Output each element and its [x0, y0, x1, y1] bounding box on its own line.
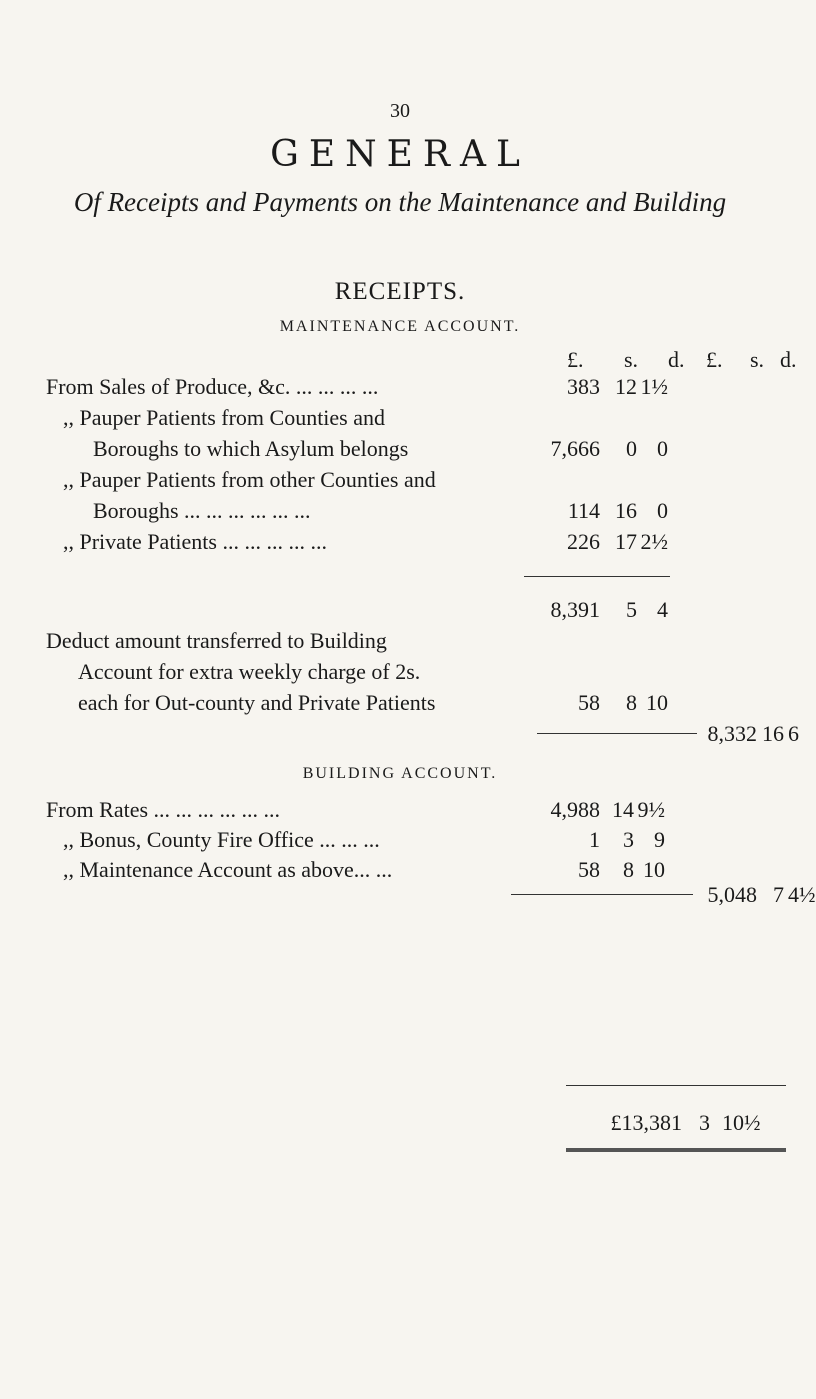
- amount-pounds: 7,666: [550, 436, 600, 461]
- grand-total-double-rule: [566, 1148, 786, 1152]
- maintenance-total-pounds: 8,332: [707, 721, 757, 746]
- building-total-rule: [511, 894, 693, 895]
- subtotal-rule: [524, 576, 670, 577]
- amount-pounds: 383: [567, 374, 600, 399]
- amount-shillings: 0: [626, 436, 637, 461]
- amount-shillings: 17: [615, 529, 637, 554]
- page-subtitle: Of Receipts and Payments on the Maintenance and Building: [73, 187, 727, 217]
- amount-pounds: 4,988: [550, 797, 600, 822]
- grand-total-top-rule: [566, 1085, 786, 1086]
- maintenance-item-line: ,, Pauper Patients from other Counties and: [63, 467, 436, 492]
- header-pounds: £.: [567, 347, 584, 372]
- building-item-line: ,, Maintenance Account as above... ...: [63, 857, 393, 882]
- amount-pence: 1½: [640, 374, 668, 399]
- amount-pence: 9: [654, 827, 665, 852]
- amount-shillings: 8: [623, 857, 634, 882]
- building-total-shillings: 7: [773, 882, 784, 907]
- grand-total-shillings: 3: [699, 1110, 710, 1135]
- deduction-line: Deduct amount transferred to Building: [46, 628, 387, 653]
- section-title: RECEIPTS.: [334, 278, 466, 305]
- amount-pounds: 226: [567, 529, 600, 554]
- amount-pence: 10: [643, 857, 665, 882]
- maintenance-item-line: Boroughs ... ... ... ... ... ...: [93, 498, 311, 523]
- building-item-line: ,, Bonus, County Fire Office ... ... ...: [63, 827, 380, 852]
- amount-pounds: 58: [578, 857, 600, 882]
- amount-pence: 9½: [637, 797, 665, 822]
- header-pence: d.: [668, 347, 685, 372]
- maintenance-item-line: ,, Pauper Patients from Counties and: [63, 405, 386, 430]
- deduction-shillings: 8: [626, 690, 637, 715]
- building-total-pounds: 5,048: [707, 882, 757, 907]
- subtotal-shillings: 5: [626, 597, 637, 622]
- amount-pounds: 1: [589, 827, 600, 852]
- amount-shillings: 3: [623, 827, 634, 852]
- amount-pence: 0: [657, 498, 668, 523]
- maintenance-item-line: Boroughs to which Asylum belongs: [93, 436, 409, 461]
- grand-total-pounds: £13,381: [610, 1110, 682, 1135]
- page-heading: GENERAL: [270, 134, 530, 175]
- subtotal-pounds: 8,391: [550, 597, 600, 622]
- amount-shillings: 14: [612, 797, 634, 822]
- maintenance-total-rule: [537, 733, 697, 734]
- maintenance-account-title: MAINTENANCE ACCOUNT.: [279, 318, 521, 335]
- page-number: 30: [390, 100, 410, 122]
- amount-shillings: 12: [615, 374, 637, 399]
- header-total-pence: d.: [780, 347, 797, 372]
- deduction-pence: 10: [646, 690, 668, 715]
- building-total-pence: 4½: [788, 882, 816, 907]
- header-total-shillings: s.: [750, 347, 765, 372]
- amount-shillings: 16: [615, 498, 637, 523]
- building-item-line: From Rates ... ... ... ... ... ...: [46, 797, 281, 822]
- maintenance-item-line: From Sales of Produce, &c. ... ... ... ...: [46, 374, 379, 399]
- deduction-line: Account for extra weekly charge of 2s.: [78, 659, 421, 684]
- grand-total-pence: 10½: [722, 1110, 761, 1135]
- subtotal-pence: 4: [657, 597, 668, 622]
- amount-pence: 2½: [640, 529, 668, 554]
- header-total-pounds: £.: [706, 347, 723, 372]
- amount-pence: 0: [657, 436, 668, 461]
- maintenance-total-pence: 6: [788, 721, 799, 746]
- deduction-pounds: 58: [578, 690, 600, 715]
- header-shillings: s.: [624, 347, 639, 372]
- maintenance-total-shillings: 16: [762, 721, 784, 746]
- maintenance-item-line: ,, Private Patients ... ... ... ... ...: [63, 529, 327, 554]
- amount-pounds: 114: [567, 498, 600, 523]
- building-account-title: BUILDING ACCOUNT.: [302, 765, 498, 782]
- deduction-line: each for Out-county and Private Patients: [78, 690, 436, 715]
